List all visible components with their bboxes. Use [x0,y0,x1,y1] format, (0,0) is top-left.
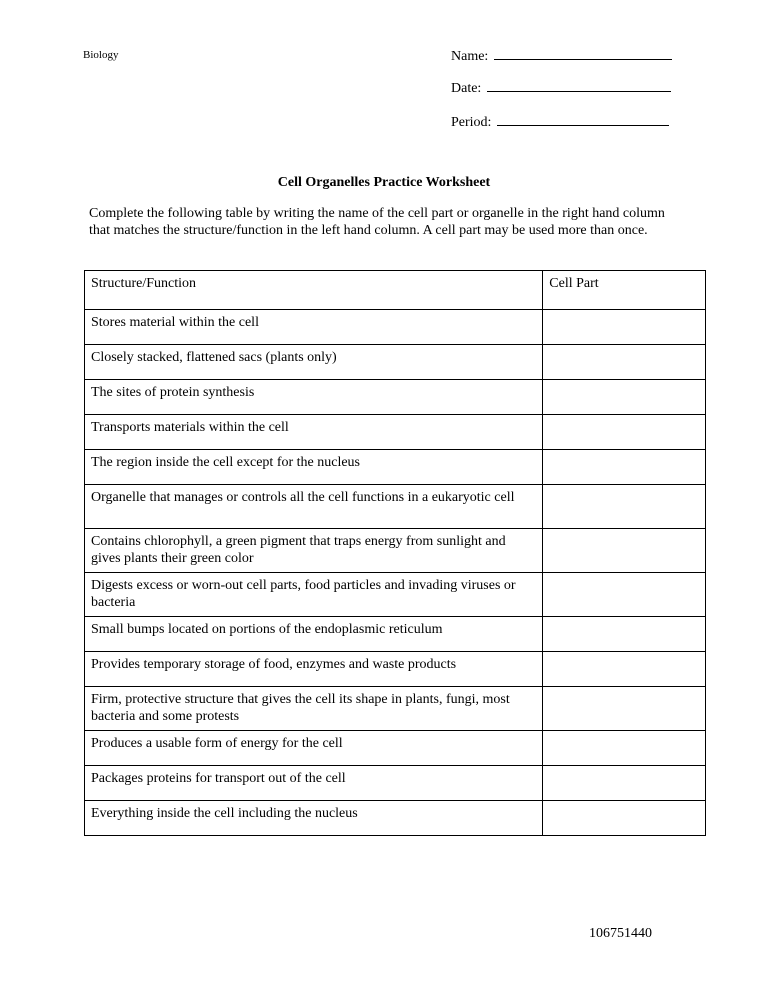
period-input-line[interactable] [497,111,669,126]
table-row [85,766,706,801]
structure-function-cell: Produces a usable form of energy for the cell [85,731,543,766]
instructions-text: Complete the following table by writing the name of the cell part or organelle in the right hand column that matches the structure/function in the left hand column. A cell part may be used more than once. [89,206,665,238]
header-structure-function: Structure/Function [85,271,543,310]
structure-function-cell: Everything inside the cell including the nucleus [85,801,543,836]
table-header-row [85,271,706,310]
cell-part-answer[interactable] [543,450,706,485]
cell-part-answer[interactable] [543,617,706,652]
table-row [85,450,706,485]
date-input-line[interactable] [487,77,671,92]
course-label: Biology [83,49,119,61]
cell-part-answer[interactable] [543,652,706,687]
structure-function-cell: Provides temporary storage of food, enzymes and waste products [85,652,543,687]
table-row [85,687,706,731]
cell-part-answer[interactable] [543,310,706,345]
organelles-table [84,270,706,836]
cell-part-answer[interactable] [543,345,706,380]
table-row [85,731,706,766]
table-row [85,380,706,415]
structure-function-cell: Small bumps located on portions of the endoplasmic reticulum [85,617,543,652]
structure-function-cell: Transports materials within the cell [85,415,543,450]
cell-part-answer[interactable] [543,485,706,529]
name-input-line[interactable] [494,45,672,60]
structure-function-cell: Closely stacked, flattened sacs (plants only) [85,345,543,380]
cell-part-answer[interactable] [543,687,706,731]
table-row [85,801,706,836]
table-row [85,529,706,573]
table-row [85,485,706,529]
cell-part-answer[interactable] [543,766,706,801]
structure-function-cell: Organelle that manages or controls all the cell functions in a eukaryotic cell [85,485,543,529]
name-label: Name: [451,49,489,64]
structure-function-cell: The region inside the cell except for the nucleus [85,450,543,485]
table-row [85,345,706,380]
structure-function-cell: Packages proteins for transport out of the cell [85,766,543,801]
table-row [85,310,706,345]
structure-function-cell: Contains chlorophyll, a green pigment that traps energy from sunlight and gives plants their green color [85,529,543,573]
structure-function-cell: The sites of protein synthesis [85,380,543,415]
cell-part-answer[interactable] [543,573,706,617]
table-row [85,415,706,450]
document-id: 106751440 [589,926,652,941]
table-row [85,573,706,617]
name-field [451,45,672,66]
cell-part-answer[interactable] [543,731,706,766]
structure-function-cell: Firm, protective structure that gives the cell its shape in plants, fungi, most bacteria and some protests [85,687,543,731]
cell-part-answer[interactable] [543,415,706,450]
date-field [451,77,671,98]
cell-part-answer[interactable] [543,529,706,573]
header-cell-part: Cell Part [543,271,706,310]
cell-part-answer[interactable] [543,801,706,836]
period-field [451,111,669,132]
cell-part-answer[interactable] [543,380,706,415]
date-label: Date: [451,81,482,96]
structure-function-cell: Stores material within the cell [85,310,543,345]
structure-function-cell: Digests excess or worn-out cell parts, food particles and invading viruses or bacteria [85,573,543,617]
period-label: Period: [451,115,492,130]
worksheet-title: Cell Organelles Practice Worksheet [277,175,491,190]
table-row [85,617,706,652]
table-row [85,652,706,687]
